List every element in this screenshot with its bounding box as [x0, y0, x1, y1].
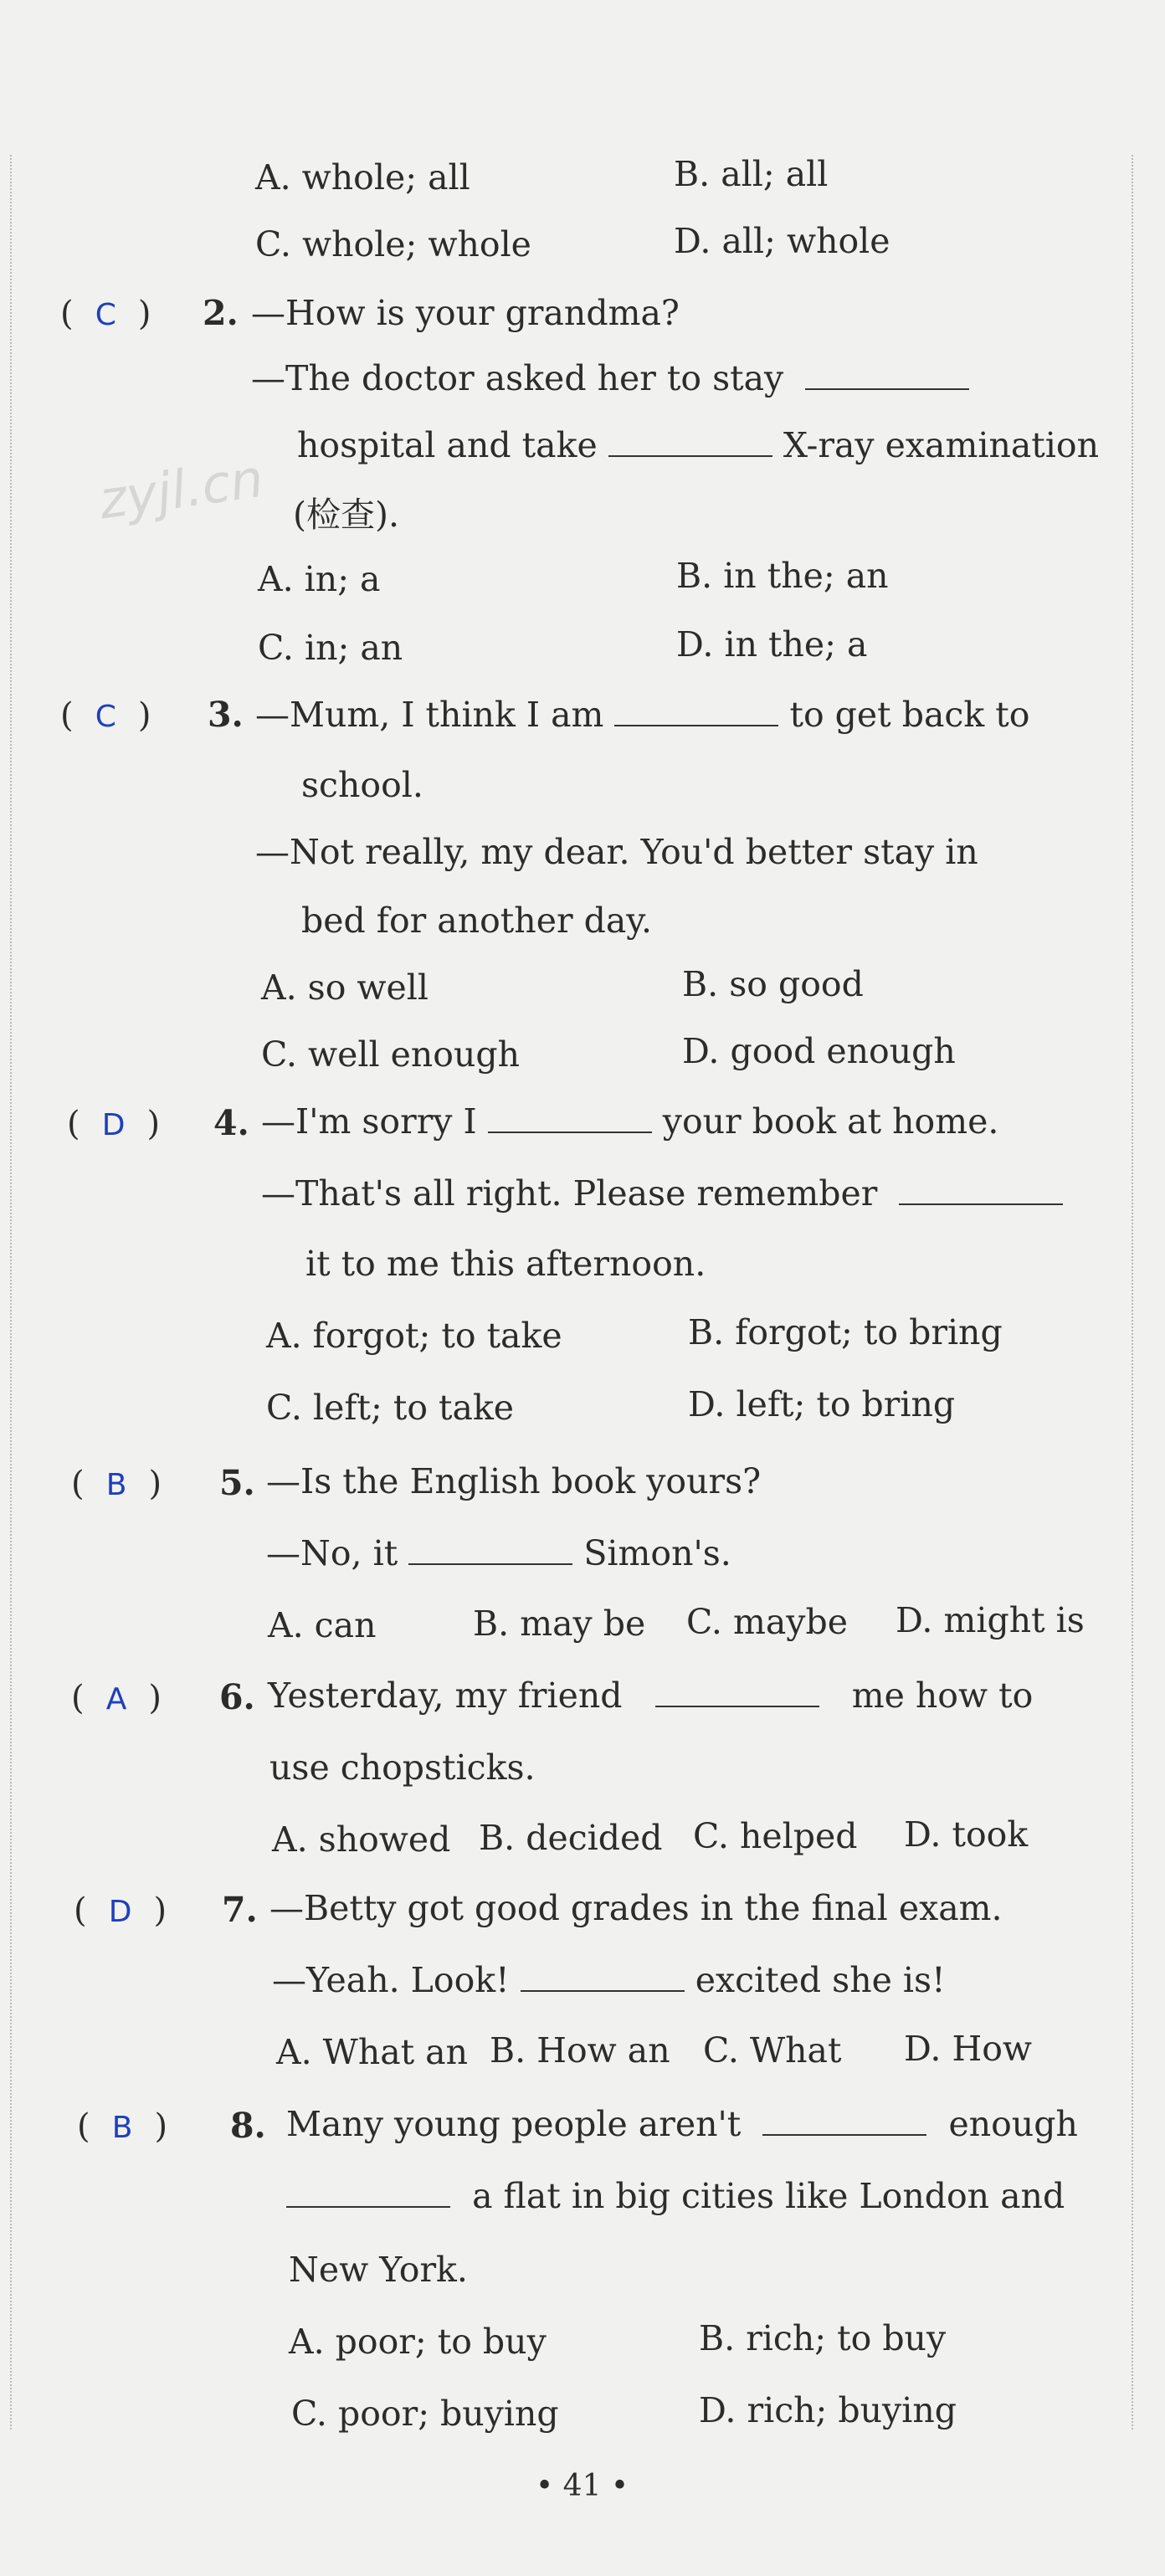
q3-answer-paren: ( C ) — [60, 696, 151, 735]
q6-line2: use chopsticks. — [269, 1747, 536, 1788]
q5-line2-text-b: Simon's. — [583, 1533, 731, 1573]
q8-answer-paren: ( B ) — [77, 2107, 168, 2146]
q4-answer: D — [101, 1108, 126, 1142]
q6-option-b: B. decided — [479, 1818, 663, 1858]
q6-answer-paren: ( A ) — [71, 1679, 162, 1717]
q5-answer-paren: ( B ) — [71, 1465, 162, 1503]
q7-option-b: B. How an — [490, 2030, 670, 2071]
q6-option-a: A. showed — [272, 1819, 451, 1860]
q3-line1-text-a: —Mum, I think I am — [255, 695, 604, 735]
q5-line1: —Is the English book yours? — [266, 1461, 762, 1501]
q4-option-d: D. left; to bring — [688, 1384, 956, 1424]
q2-answer-paren: ( C ) — [60, 295, 151, 333]
q6-option-c: C. helped — [693, 1816, 858, 1856]
q7-blank — [521, 1988, 685, 1992]
q3-line1 — [255, 695, 1030, 735]
q2-answer: C — [95, 298, 116, 332]
q2-option-b: B. in the; an — [676, 556, 889, 596]
q3-line1-text-b: to get back to — [789, 695, 1030, 735]
q3-option-a: A. so well — [261, 967, 429, 1008]
q4-option-c: C. left; to take — [266, 1388, 515, 1428]
q7-line2-text-b: excited she is! — [695, 1960, 946, 2000]
q8-option-d: D. rich; buying — [699, 2390, 957, 2430]
q8-line2 — [286, 2176, 1065, 2216]
page-number: • 41 • — [536, 2469, 629, 2503]
q2-line1: —How is your grandma? — [251, 293, 680, 333]
q4-option-b: B. forgot; to bring — [688, 1312, 1003, 1352]
q4-answer-paren: ( D ) — [67, 1105, 161, 1143]
q4-line1-text-b: your book at home. — [662, 1101, 999, 1142]
q6-blank — [655, 1704, 819, 1707]
q8-option-a: A. poor; to buy — [289, 2322, 547, 2362]
q8-line1-text-b: enough — [948, 2104, 1078, 2144]
q2-blank-1 — [805, 387, 969, 390]
q4-line1-text-a: —I'm sorry I — [261, 1101, 477, 1142]
q4-option-a: A. forgot; to take — [266, 1316, 562, 1356]
q3-line4: bed for another day. — [301, 901, 653, 941]
right-dotted-border — [1132, 155, 1133, 2430]
q3-line2: school. — [301, 765, 423, 805]
q3-option-d: D. good enough — [682, 1031, 956, 1071]
q2-option-d: D. in the; a — [676, 624, 868, 665]
q2-line4: (检查). — [293, 495, 400, 535]
q7-option-c: C. What — [703, 2030, 842, 2071]
q3-option-b: B. so good — [682, 964, 864, 1004]
q7-line2-text-a: —Yeah. Look! — [272, 1960, 510, 2000]
q7-number: 7. — [222, 1890, 258, 1930]
q2-line2-text: —The doctor asked her to stay — [251, 358, 784, 398]
q2-line3-text-b: X-ray examination — [783, 425, 1099, 465]
q7-option-d: D. How — [904, 2029, 1033, 2069]
q6-number: 6. — [219, 1677, 255, 1717]
q7-line2 — [272, 1960, 946, 2000]
q6-line1-text-a: Yesterday, my friend — [268, 1675, 623, 1716]
q8-line2-text: a flat in big cities like London and — [472, 2176, 1065, 2216]
q2-option-c: C. in; an — [258, 628, 403, 668]
q1-option-d: D. all; whole — [674, 221, 890, 261]
q6-line1-text-b: me how to — [851, 1675, 1034, 1716]
q1-option-a: A. whole; all — [255, 157, 470, 198]
q7-answer-paren: ( D ) — [74, 1891, 167, 1930]
q1-option-c: C. whole; whole — [255, 224, 531, 264]
q5-line2-text-a: —No, it — [266, 1533, 398, 1573]
q5-number: 5. — [219, 1463, 255, 1503]
q4-number: 4. — [213, 1103, 249, 1143]
q7-answer: D — [108, 1895, 132, 1929]
q6-option-d: D. took — [904, 1814, 1029, 1855]
q5-option-c: C. maybe — [686, 1602, 848, 1642]
q2-line2 — [251, 358, 969, 398]
q8-option-b: B. rich; to buy — [699, 2318, 947, 2358]
q4-line1 — [261, 1101, 999, 1142]
q5-answer: B — [105, 1468, 127, 1502]
q3-line3: —Not really, my dear. You'd better stay in — [255, 832, 978, 872]
q5-line2 — [266, 1533, 731, 1573]
q5-option-d: D. might is — [896, 1600, 1085, 1640]
left-dotted-border — [10, 155, 12, 2430]
q3-option-c: C. well enough — [261, 1034, 521, 1075]
q8-line1-text-a: Many young people aren't — [286, 2104, 742, 2144]
q3-answer: C — [95, 700, 116, 734]
q2-line3 — [297, 425, 1099, 465]
q4-blank-1 — [488, 1130, 652, 1133]
q3-blank — [614, 723, 778, 726]
q7-option-a: A. What an — [276, 2032, 469, 2072]
watermark: zyjl.cn — [95, 447, 267, 531]
q5-option-a: A. can — [268, 1605, 377, 1645]
q5-blank — [408, 1562, 572, 1565]
q1-option-b: B. all; all — [674, 154, 829, 194]
q8-blank-1 — [762, 2132, 926, 2136]
q8-number: 8. — [230, 2106, 266, 2146]
q4-line2-text: —That's all right. Please remember — [261, 1173, 878, 1214]
q2-number: 2. — [203, 293, 239, 333]
q8-line1 — [286, 2104, 1078, 2144]
q4-blank-2 — [899, 1202, 1063, 1205]
q4-line3: it to me this afternoon. — [305, 1244, 706, 1284]
q2-option-a: A. in; a — [258, 559, 381, 599]
q8-answer: B — [111, 2111, 133, 2145]
q6-line1 — [268, 1675, 1034, 1716]
q5-option-b: B. may be — [473, 1604, 646, 1644]
q3-number: 3. — [208, 695, 244, 735]
q2-line3-text-a: hospital and take — [297, 425, 598, 465]
q8-line3: New York. — [289, 2250, 468, 2290]
q8-blank-2 — [286, 2204, 450, 2208]
q4-line2 — [261, 1173, 1063, 1214]
q2-blank-2 — [608, 454, 772, 457]
q8-option-c: C. poor; buying — [291, 2394, 559, 2434]
q7-line1: —Betty got good grades in the final exam. — [269, 1888, 1003, 1928]
q6-answer: A — [105, 1682, 127, 1716]
